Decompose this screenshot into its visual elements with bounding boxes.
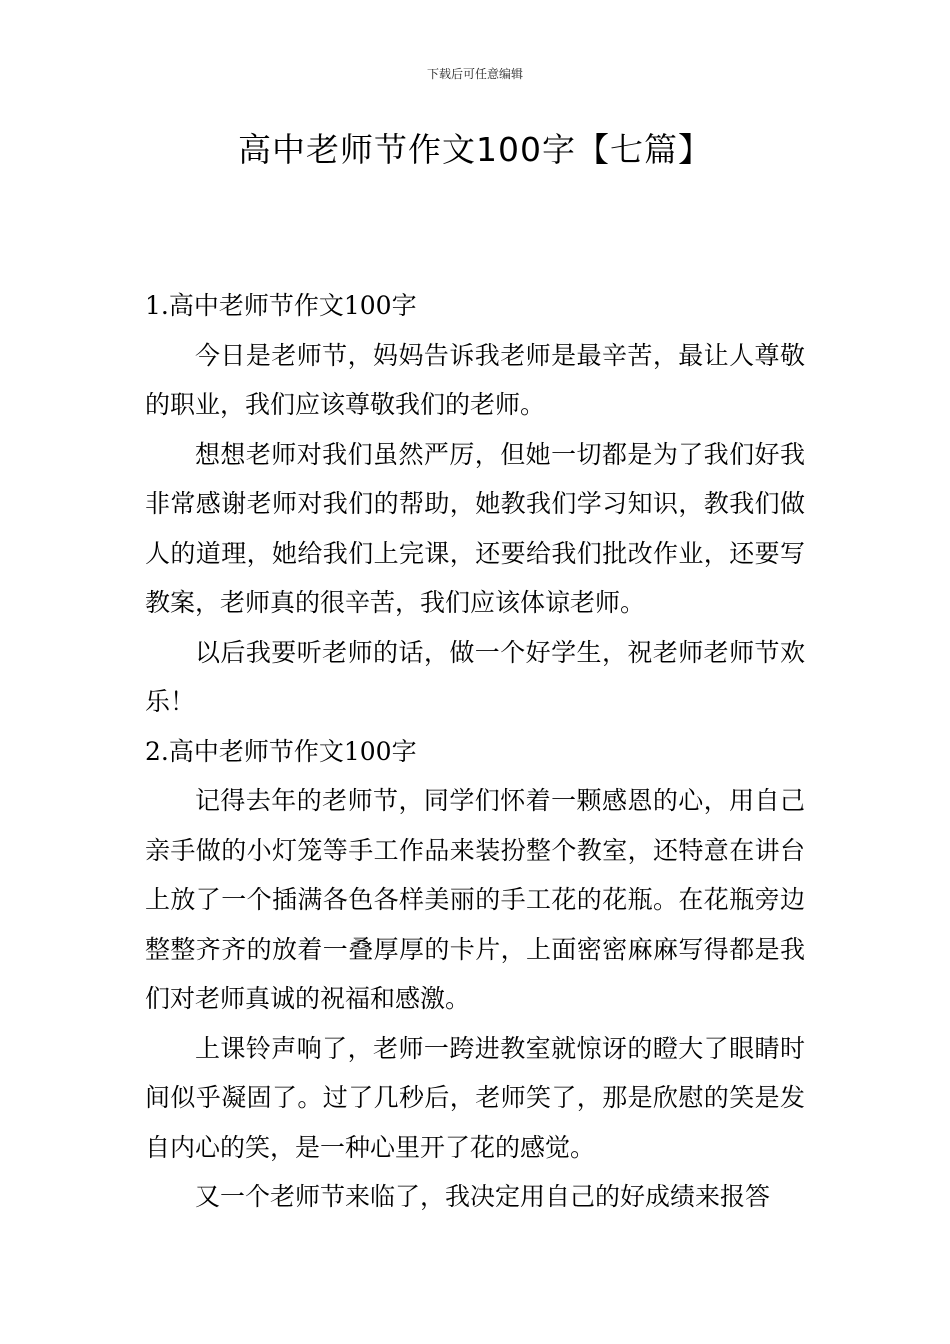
section-heading-2: 2.高中老师节作文100字 (145, 736, 417, 766)
page-header-note: 下载后可任意编辑 (426, 67, 523, 81)
paragraph: 记得去年的老师节，同学们怀着一颗感恩的心，用自己亲手做的小灯笼等手工作品来装扮整个教室，还特意在讲台上放了一个插满各色各样美丽的手工花的花瓶。在花瓶旁边整整齐齐的放着一叠厚厚的卡片，上面密密麻麻写得都是我们对老师真诚的祝福和感激。 (145, 786, 805, 1013)
section-heading-1: 1.高中老师节作文100字 (145, 291, 417, 320)
paragraph: 又一个老师节来临了，我决定用自己的好成绩来报答 (195, 1182, 771, 1211)
paragraph: 想想老师对我们虽然严厉，但她一切都是为了我们好我非常感谢老师对我们的帮助，她教我们学习知识，教我们做人的道理，她给我们上完课，还要给我们批改作业，还要写教案，老师真的很辛苦，我们应该体谅老师。 (145, 439, 805, 617)
paragraph: 上课铃声响了，老师一跨进教室就惊讶的瞪大了眼睛时间似乎凝固了。过了几秒后，老师笑了，那是欣慰的笑是发自内心的笑，是一种心里开了花的感觉。 (145, 1033, 805, 1162)
document-body (145, 281, 805, 1222)
paragraph: 以后我要听老师的话，做一个好学生，祝老师老师节欢乐！ (145, 637, 805, 716)
paragraph: 今日是老师节，妈妈告诉我老师是最辛苦，最让人尊敬的职业，我们应该尊敬我们的老师。 (145, 340, 805, 419)
document-title: 高中老师节作文100字【七篇】 (238, 130, 712, 169)
